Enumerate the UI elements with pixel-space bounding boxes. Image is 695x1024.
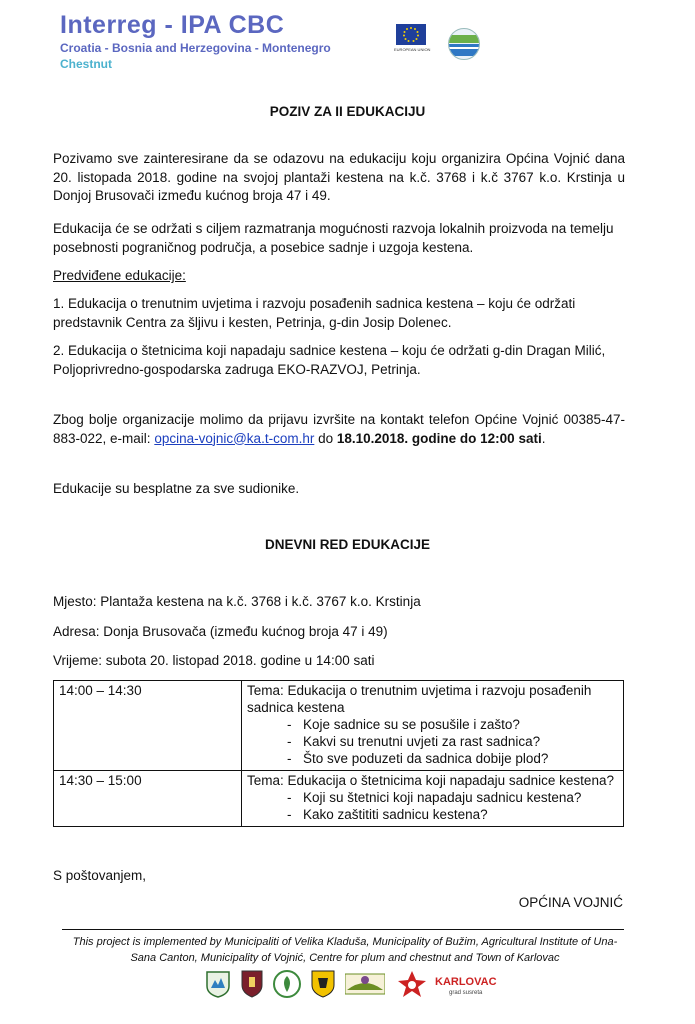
program-name: Interreg - IPA CBC [60, 11, 285, 39]
table-row [54, 771, 624, 827]
schedule-time: 14:30 – 15:00 [54, 771, 242, 827]
list-item: - Kakvi su trenutni uvjeti za rast sadnica? [287, 733, 618, 750]
schedule-topic: Tema: Edukacija o trenutnim uvjetima i razvoju posađenih sadnica kestena [247, 683, 592, 715]
program-countries: Croatia - Bosnia and Herzegovina - Montenegro [60, 41, 331, 55]
interreg-logo [60, 10, 440, 80]
table-row [54, 681, 624, 771]
closing-greeting: S poštovanjem, [53, 868, 147, 883]
intro-paragraph: Pozivamo sve zainteresirane da se odazovu na edukaciju koju organizira Općina Vojnić dana 20. listopada 2018. godine na svojoj plantaži kestena na k.č. 3768 i k.č 3767 k.o. Krstinja u Donjoj Brusovači između kućnog broja 47 i 49. [53, 151, 625, 203]
document-title: POZIV ZA II EDUKACIJU [269, 104, 426, 119]
list-item: - Koje sadnice su se posušile i zašto? [287, 716, 618, 733]
email-link[interactable]: opcina-vojnic@ka.t-com.hr [154, 430, 315, 446]
partner-logos [205, 970, 505, 1002]
agricultural-institute-logo-icon [273, 970, 301, 998]
footer-divider [62, 929, 624, 930]
free-note: Edukacije su besplatne za sve sudionike. [53, 481, 300, 496]
schedule-topic: Tema: Edukacija o štetnicima koji napadaju sadnice kestena? [247, 773, 614, 788]
eu-flag-icon [396, 24, 426, 45]
buzim-crest-icon [241, 970, 263, 998]
registration-mid: do [314, 430, 337, 446]
agenda-time: Vrijeme: subota 20. listopad 2018. godine u 14:00 sati [53, 653, 375, 668]
planned-heading: Predviđene edukacije: [53, 268, 186, 283]
registration-end: . [541, 430, 546, 446]
agenda-location: Mjesto: Plantaža kestena na k.č. 3768 i k.č. 3767 k.o. Krstinja [53, 594, 421, 609]
plum-chestnut-centre-logo-icon [345, 970, 385, 998]
karlovac-star-icon [397, 970, 427, 998]
agenda-address: Adresa: Donja Brusovača (između kućnog broja 47 i 49) [53, 624, 388, 639]
footer-note: This project is implemented by Municipaliti of Velika Kladuša, Municipality of Bužim, Agricultural Institute of Una-Sana Canton, Municipality of Vojnić, Centre for plum and chestnut and Town of Karlovac [72, 936, 618, 964]
list-item: - Što sve poduzeti da sadnica dobije plod? [287, 750, 618, 767]
schedule-topic-cell [242, 771, 624, 827]
registration-deadline: 18.10.2018. godine do 12:00 sati [336, 430, 542, 446]
list-item: - Kako zaštititi sadnicu kestena? [287, 806, 618, 823]
eu-caption: EUROPEAN UNION [394, 47, 431, 52]
schedule-points [247, 716, 618, 767]
velika-kladusa-crest-icon [205, 970, 231, 998]
agenda-title: DNEVNI RED EDUKACIJE [264, 537, 431, 552]
schedule-topic-cell [242, 681, 624, 771]
karlovac-label: KARLOVAC [435, 976, 497, 988]
registration-text: Zbog bolje organizacije molimo da prijavu izvršite na kontakt telefon Općine Vojnić 00385-47-883-022, e-mail: [53, 412, 625, 446]
schedule-points [247, 789, 618, 823]
registration-paragraph [53, 411, 625, 448]
education-item-1: 1. Edukacija o trenutnim uvjetima i razvoju posađenih sadnica kestena – koju će održati predstavnik Centra za šljivu i kesten, Petrinja, g-din Josip Dolenec. [53, 296, 576, 330]
purpose-paragraph: Edukacija će se održati s ciljem razmatranja mogućnosti razvoja lokalnih proizvoda na temelju posebnosti pograničnog područja, a posebice sadnje i uzgoja kestena. [53, 221, 614, 255]
vojnic-crest-icon [311, 970, 335, 998]
signature: OPĆINA VOJNIĆ [518, 895, 623, 910]
project-name: Chestnut [60, 57, 112, 71]
schedule-table [53, 680, 624, 827]
education-item-2: 2. Edukacija o štetnicima koji napadaju sadnice kestena – koju će održati g-din Dragan Milić, Poljoprivredno-gospodarska zadruga EKO-RAZVOJ, Petrinja. [53, 343, 606, 377]
chestnut-project-logo-icon [448, 28, 480, 60]
list-item: - Koji su štetnici koji napadaju sadnicu kestena? [287, 789, 618, 806]
karlovac-subtitle: grad susreta [449, 990, 483, 996]
schedule-time: 14:00 – 14:30 [54, 681, 242, 771]
